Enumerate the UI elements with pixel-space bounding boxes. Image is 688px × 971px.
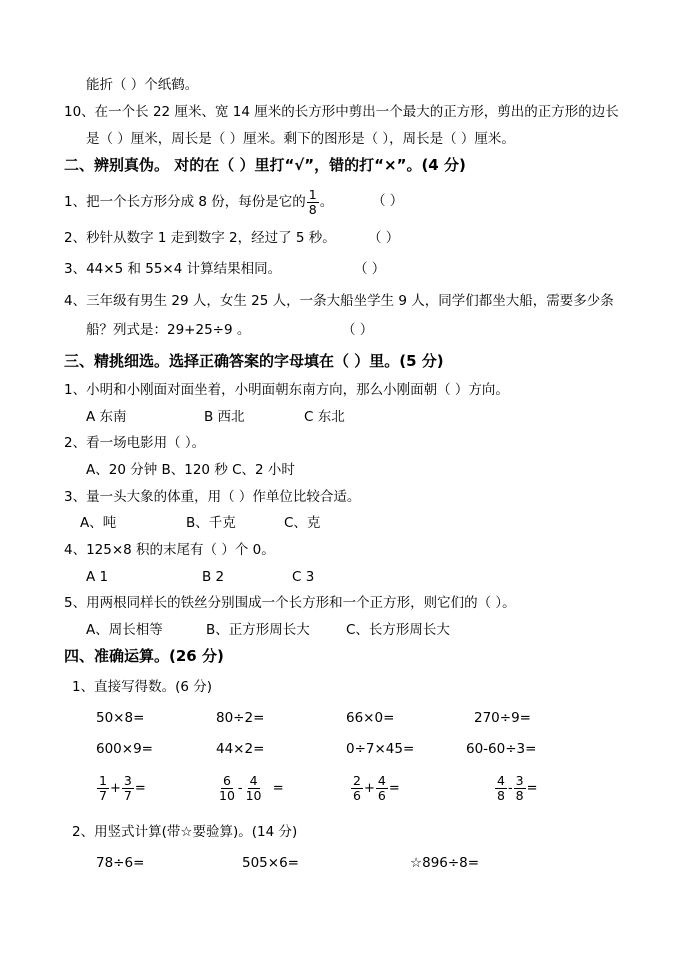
section2-title: 二、辨别真伪。 对的在（ ）里打“√”，错的打“×”。(4 分) [64, 156, 466, 174]
sec3-q1-option-c[interactable]: C 东北 [304, 409, 345, 425]
carry-over-line: 能折（ ）个纸鹤。 [86, 77, 199, 93]
sec4-subsection2-title: 2、用竖式计算(带☆要验算)。(14 分) [72, 824, 298, 840]
sec2-q4-line2: 船？列式是：29+25÷9 。 [86, 322, 251, 338]
sec3-q3: 3、量一头大象的体重，用（ ）作单位比较合适。 [64, 489, 361, 505]
calc-r2-c1: 600×9= [96, 741, 153, 757]
sec3-q4-option-a[interactable]: A 1 [86, 569, 109, 585]
sec2-q1: 1、把一个长方形分成 8 份，每份是它的 $\frac{1}{8}$ 。 [64, 186, 334, 217]
sec3-q5-option-b[interactable]: B、正方形周长大 [206, 622, 310, 638]
sec2-q2: 2、秒针从数字 1 走到数字 2，经过了 5 秒。 [64, 230, 336, 246]
section3-title: 三、精挑细选。选择正确答案的字母填在（ ）里。(5 分) [64, 352, 444, 370]
sec2-q3: 3、44×5 和 55×4 计算结果相同。 [64, 261, 282, 277]
sec3-q5-option-a[interactable]: A、周长相等 [86, 622, 163, 638]
calc-r1-c2: 80÷2= [216, 710, 265, 726]
calc-r1-c4: 270÷9= [474, 710, 531, 726]
vertical-calc-1: 78÷6= [96, 855, 145, 871]
fraction-one-eighth: $\frac{1}{8}$ [308, 186, 317, 217]
sec3-q3-option-b[interactable]: B、千克 [186, 515, 236, 531]
calc-r2-c3: 0÷7×45= [346, 741, 415, 757]
sec3-q1-option-b[interactable]: B 西北 [204, 409, 245, 425]
sec2-q2-answer-paren[interactable]: （ ） [368, 230, 400, 246]
sec2-q3-answer-paren[interactable]: （ ） [354, 261, 386, 277]
sec2-q1-answer-paren[interactable]: （ ） [372, 193, 404, 209]
sec3-q3-option-c[interactable]: C、克 [284, 515, 321, 531]
sec3-q2: 2、看一场电影用（ ）。 [64, 435, 206, 451]
frac-expr-1: $\frac{1}{7}$ + $\frac{3}{7}$ = [99, 773, 146, 803]
sec3-q4-option-c[interactable]: C 3 [292, 569, 315, 585]
section4-title: 四、准确运算。(26 分) [64, 647, 224, 665]
calc-r2-c2: 44×2= [216, 741, 265, 757]
frac-expr-2: $\frac{6}{10}$ - $\frac{4}{10}$ = [219, 773, 284, 803]
calc-r1-c3: 66×0= [346, 710, 395, 726]
sec2-q1-text: 1、把一个长方形分成 8 份，每份是它的 [64, 194, 306, 210]
calc-r1-c1: 50×8= [96, 710, 145, 726]
sec4-subsection1-title: 1、直接写得数。(6 分) [72, 679, 213, 695]
sec3-q5-option-c[interactable]: C、长方形周长大 [346, 622, 450, 638]
sec3-q5: 5、用两根同样长的铁丝分别围成一个长方形和一个正方形，则它们的（ ）。 [64, 595, 516, 611]
sec3-q1: 1、小明和小刚面对面坐着，小明面朝东南方向，那么小刚面朝（ ）方向。 [64, 382, 509, 398]
q10-line2: 是（ ）厘米，周长是（ ）厘米。剩下的图形是（ ），周长是（ ）厘米。 [86, 131, 515, 147]
vertical-calc-2: 505×6= [242, 855, 299, 871]
sec3-q2-options[interactable]: A、20 分钟 B、120 秒 C、2 小时 [86, 462, 295, 478]
vertical-calc-3: ☆896÷8= [410, 855, 480, 871]
q10-line1: 10、在一个长 22 厘米、宽 14 厘米的长方形中剪出一个最大的正方形，剪出的正方形的边长 [64, 104, 619, 120]
sec3-q4-option-b[interactable]: B 2 [202, 569, 225, 585]
frac-expr-4: $\frac{4}{8}$ - $\frac{3}{8}$ = [497, 773, 538, 803]
sec3-q4: 4、125×8 积的末尾有（ ）个 0。 [64, 542, 275, 558]
sec3-q1-option-a[interactable]: A 东南 [86, 409, 127, 425]
sec2-q4-line1: 4、三年级有男生 29 人，女生 25 人，一条大船坐学生 9 人，同学们都坐大船，需要多少条 [64, 293, 614, 309]
frac-expr-3: $\frac{2}{6}$ + $\frac{4}{6}$ = [353, 773, 400, 803]
calc-r2-c4: 60-60÷3= [466, 741, 537, 757]
sec3-q3-option-a[interactable]: A、吨 [80, 515, 117, 531]
sec2-q4-answer-paren[interactable]: （ ） [342, 322, 374, 338]
